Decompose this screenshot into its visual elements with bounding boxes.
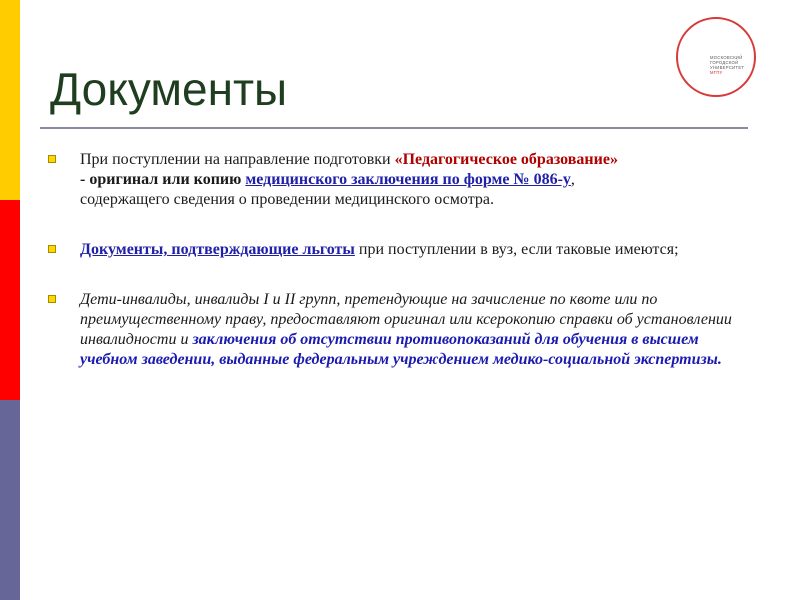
logo-line-1: МОСКОВСКИЙ [710,55,743,60]
bullet-2-benefits-link[interactable]: Документы, подтверждающие льготы [80,241,355,258]
university-logo-text [710,55,758,75]
bullet-item-3 [46,290,746,370]
bullet-1-text-c: содержащего сведения о проведении медицинского осмотра. [80,191,494,208]
bullet-item-2 [46,240,746,260]
left-stripe-yellow [0,0,20,200]
bullet-1-text-b: - оригинал или копию [80,171,246,188]
bullet-list [46,150,746,370]
square-bullet-icon [48,245,56,253]
title-divider [40,127,748,129]
bullet-2-text: при поступлении в вуз, если таковые имеются; [354,241,679,258]
logo-line-4: МГПУ [710,70,723,75]
bullet-1-comma: , [570,171,575,188]
bullet-3-text: Дети-инвалиды, инвалиды I и II групп, претендующие на зачисление по квоте или по преимущественному праву, предоставляют оригинал или ксерокопию справки об установлении инвалидности и [80,291,732,348]
left-stripe-red [0,200,20,400]
logo-line-2: ГОРОДСКОЙ [710,60,739,65]
square-bullet-icon [48,295,56,303]
left-stripe-purple [0,400,20,600]
bullet-3-conclusion-text: заключения об отсутствии противопоказаний для обучения в высшем учебном заведении, выданные федеральным учреждением медико-социальной экспертизы. [80,331,722,368]
bullet-item-1 [46,150,746,210]
bullet-1-medical-form-link[interactable]: медицинского заключения по форме № 086-у [245,171,571,188]
logo-line-3: УНИВЕРСИТЕТ [710,65,745,70]
slide-title: Документы [50,63,288,115]
bullet-1-program-name: «Педагогическое образование» [394,151,618,168]
square-bullet-icon [48,155,56,163]
bullet-1-text-a: При поступлении на направление подготовки [80,151,395,168]
